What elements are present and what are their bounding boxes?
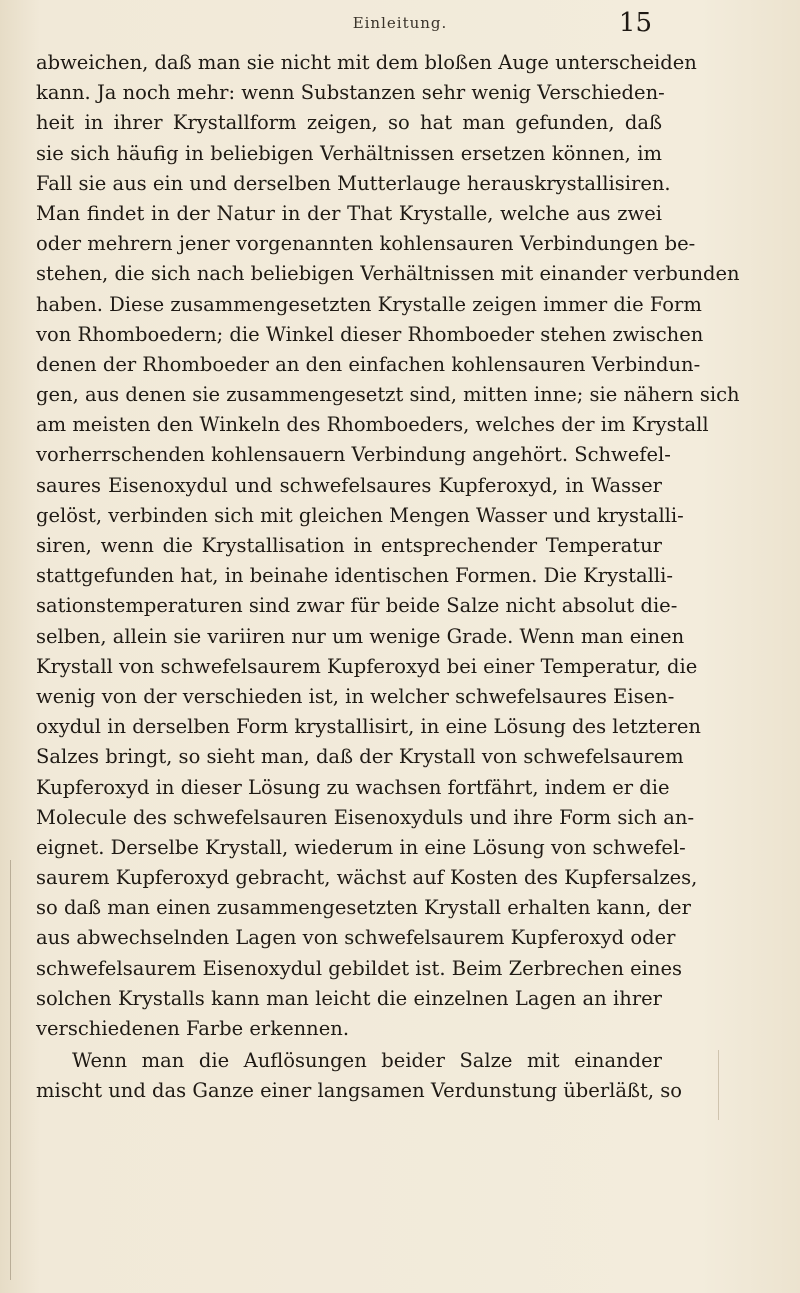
text-line: solchen Krystalls kann man leicht die einzelnen Lagen an ihrer [36, 986, 662, 1010]
text-line: stattgefunden hat, in beinahe identischen Formen. Die Krystalli- [36, 564, 673, 588]
text-line: kann. Ja noch mehr: wenn Substanzen sehr wenig Verschieden- [36, 81, 665, 105]
page-mark [718, 1050, 719, 1120]
text-line: Man findet in der Natur in der That Krystalle, welche aus zwei [36, 201, 662, 225]
text-line: Krystall von schwefelsaurem Kupferoxyd bei einer Temperatur, die [36, 654, 698, 678]
text-line: Molecule des schwefelsauren Eisenoxyduls und ihre Form sich an- [36, 805, 695, 829]
text-line: heit in ihrer Krystallform zeigen, so hat man gefunden, daß [36, 111, 662, 135]
text-line: saurem Kupferoxyd gebracht, wächst auf Kosten des Kupfersalzes, [36, 866, 698, 890]
text-line: haben. Diese zusammengesetzten Krystalle zeigen immer die Form [36, 292, 702, 316]
text-line: oder mehrern jener vorgenannten kohlensauren Verbindungen be- [36, 232, 696, 256]
text-line: oxydul in derselben Form krystallisirt, in eine Lösung des letzteren [36, 715, 701, 739]
text-line: Fall sie aus ein und derselben Mutterlauge herauskrystallisiren. [36, 171, 671, 195]
text-line: sationstemperaturen sind zwar für beide Salze nicht absolut die- [36, 594, 678, 618]
text-line: so daß man einen zusammengesetzten Krystall erhalten kann, der [36, 896, 691, 920]
running-head: Einleitung. [352, 14, 448, 32]
text-line: Wenn man die Auflösungen beider Salze mit einander [72, 1049, 662, 1073]
paragraph [36, 1046, 683, 1106]
text-line: schwefelsaurem Eisenoxydul gebildet ist. Beim Zerbrechen eines [36, 956, 682, 980]
text-line: mischt und das Ganze einer langsamen Verdunstung überläßt, so [36, 1079, 683, 1103]
text-line: denen der Rhomboeder an den einfachen kohlensauren Verbindun- [36, 352, 701, 376]
text-line: eignet. Derselbe Krystall, wiederum in eine Lösung von schwefel- [36, 835, 686, 859]
page-header [0, 8, 800, 48]
page-number: 15 [618, 8, 652, 38]
text-line: stehen, die sich nach beliebigen Verhältnissen mit einander verbunden [36, 262, 740, 286]
text-line: aus abwechselnden Lagen von schwefelsaurem Kupferoxyd oder [36, 926, 676, 950]
gutter-rule [10, 860, 11, 1280]
text-line: Salzes bringt, so sieht man, daß der Krystall von schwefelsaurem [36, 745, 684, 769]
text-line: gen, aus denen sie zusammengesetzt sind, mitten inne; sie nähern sich [36, 383, 740, 407]
text-line: sie sich häufig in beliebigen Verhältnissen ersetzen können, im [36, 141, 662, 165]
text-line: Kupferoxyd in dieser Lösung zu wachsen fortfährt, indem er die [36, 775, 670, 799]
text-line: siren, wenn die Krystallisation in entsprechender Temperatur [36, 534, 662, 557]
text-line: abweichen, daß man sie nicht mit dem bloßen Auge unterscheiden [36, 51, 697, 74]
paragraph [36, 48, 740, 1044]
text-line: wenig von der verschieden ist, in welcher schwefelsaures Eisen- [36, 684, 675, 708]
text-line: saures Eisenoxydul und schwefelsaures Kupferoxyd, in Wasser [36, 473, 662, 497]
text-line: verschiedenen Farbe erkennen. [36, 1017, 350, 1040]
text-line: von Rhomboedern; die Winkel dieser Rhomboeder stehen zwischen [36, 322, 704, 346]
text-line: selben, allein sie variiren nur um wenige Grade. Wenn man einen [36, 624, 685, 648]
text-line: am meisten den Winkeln des Rhomboeders, welches der im Krystall [36, 413, 709, 437]
text-line: vorherrschenden kohlensauern Verbindung angehört. Schwefel- [36, 443, 671, 467]
text-line: gelöst, verbinden sich mit gleichen Mengen Wasser und krystalli- [36, 503, 684, 527]
body-text [36, 48, 740, 1107]
